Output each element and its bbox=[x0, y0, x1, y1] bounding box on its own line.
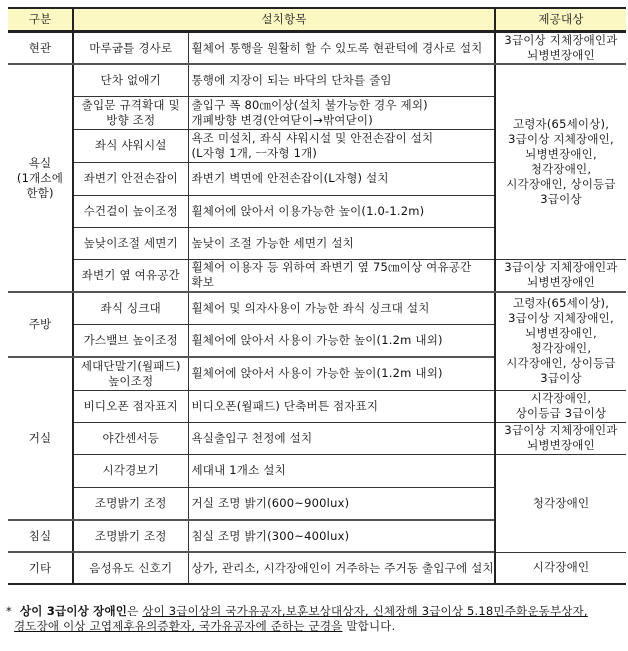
item-cell: 마루굽틀 경사로 bbox=[73, 32, 188, 65]
item-cell: 시각경보기 bbox=[73, 454, 188, 487]
category-cell: 주방 bbox=[8, 292, 73, 357]
desc-cell: 비디오폰(월패드) 단축버튼 점자표지 bbox=[188, 390, 495, 422]
item-cell: 조명밝기 조정 bbox=[73, 487, 188, 520]
table-row bbox=[8, 64, 626, 96]
table-row bbox=[8, 552, 626, 584]
item-cell: 수건걸이 높이조정 bbox=[73, 195, 188, 227]
desc-cell: 욕조 미설치, 좌식 샤워시설 및 안전손잡이 설치 (L자형 1개, ㅡ자형 1개) bbox=[188, 129, 495, 162]
category-cell: 거실 bbox=[8, 357, 73, 520]
item-cell: 좌변기 옆 여유공간 bbox=[73, 259, 188, 292]
desc-cell: 휠체어 이용자 등 위하여 좌변기 옆 75㎝이상 여유공간 확보 bbox=[188, 259, 495, 292]
header-target: 제공대상 bbox=[495, 8, 626, 32]
item-cell: 높낮이조절 세면기 bbox=[73, 227, 188, 259]
item-cell: 출입문 규격확대 및 방향 조정 bbox=[73, 96, 188, 129]
footnote-asterisk: * bbox=[6, 604, 12, 618]
target-cell: 3급이상 지체장애인과 뇌병변장애인 bbox=[495, 422, 626, 454]
desc-cell: 욕실출입구 천정에 설치 bbox=[188, 422, 495, 454]
item-cell: 조명밝기 조정 bbox=[73, 520, 188, 552]
item-cell: 좌변기 안전손잡이 bbox=[73, 162, 188, 195]
table-header-row bbox=[8, 8, 626, 32]
desc-cell: 휠체어에 앉아서 이용가능한 높이(1.0-1.2m) bbox=[188, 195, 495, 227]
desc-cell: 통행에 지장이 되는 바닥의 단차를 줄임 bbox=[188, 64, 495, 96]
target-cell: 고령자(65세이상), 3급이상 지체장애인, 뇌병변장애인, 청각장애인, 시각장애인, 상이등급 3급이상 bbox=[495, 64, 626, 259]
desc-cell: 휠체어 통행을 원활히 할 수 있도록 현관턱에 경사로 설치 bbox=[188, 32, 495, 65]
target-cell: 3급이상 지체장애인과 뇌병변장애인 bbox=[495, 32, 626, 65]
target-cell: 고령자(65세이상), 3급이상 지체장애인, 뇌병변장애인, 청각장애인, 시각장애인, 상이등급 3급이상 bbox=[495, 292, 626, 390]
desc-cell: 휠체어에 앉아서 사용이 가능한 높이(1.2m 내외) bbox=[188, 324, 495, 357]
desc-cell: 높낮이 조절 가능한 세면기 설치 bbox=[188, 227, 495, 259]
item-cell: 비디오폰 점자표지 bbox=[73, 390, 188, 422]
item-cell: 단차 없애기 bbox=[73, 64, 188, 96]
category-cell: 욕실 (1개소에 한함) bbox=[8, 64, 73, 292]
item-cell: 세대단말기(월패드) 높이조정 bbox=[73, 357, 188, 390]
desc-cell: 휠체어 및 의자사용이 가능한 좌식 싱크대 설치 bbox=[188, 292, 495, 324]
target-cell: 청각장애인 bbox=[495, 454, 626, 552]
footnote-definition-1: 상이 3급이상의 국가유공자,보훈보상대상자, 신체장해 3급이상 5.18민주화운동부상자, bbox=[142, 604, 588, 618]
target-cell: 시각장애인 bbox=[495, 552, 626, 584]
target-cell: 3급이상 지체장애인과 뇌병변장애인 bbox=[495, 259, 626, 292]
category-cell: 기타 bbox=[8, 552, 73, 584]
desc-cell: 휠체어에 앉아서 사용이 가능한 높이(1.2m 내외) bbox=[188, 357, 495, 390]
desc-cell: 출입구 폭 80㎝이상(설치 불가능한 경우 제외) 개폐방향 변경(안여닫이→밖여닫이) bbox=[188, 96, 495, 129]
table-row bbox=[8, 259, 626, 292]
desc-cell: 상가, 관리소, 시각장애인이 거주하는 주거동 출입구에 설치 bbox=[188, 552, 495, 584]
desc-cell: 거실 조명 밝기(600~900lux) bbox=[188, 487, 495, 520]
category-cell: 현관 bbox=[8, 32, 73, 65]
category-cell: 침실 bbox=[8, 520, 73, 552]
desc-cell: 세대내 1개소 설치 bbox=[188, 454, 495, 487]
item-cell: 야간센서등 bbox=[73, 422, 188, 454]
table-row bbox=[8, 390, 626, 422]
facility-spec-table bbox=[8, 7, 626, 585]
item-cell: 좌식 싱크대 bbox=[73, 292, 188, 324]
desc-cell: 침실 조명 밝기(300~400lux) bbox=[188, 520, 495, 552]
item-cell: 가스밸브 높이조정 bbox=[73, 324, 188, 357]
item-cell: 음성유도 신호기 bbox=[73, 552, 188, 584]
target-cell: 시각장애인, 상이등급 3급이상 bbox=[495, 390, 626, 422]
desc-cell: 좌변기 벽면에 안전손잡이(L자형) 설치 bbox=[188, 162, 495, 195]
table-row bbox=[8, 454, 626, 487]
table-row bbox=[8, 292, 626, 324]
header-installation-item: 설치항목 bbox=[73, 8, 495, 32]
footnote: * 상이 3급이상 장애인은 상이 3급이상의 국가유공자,보훈보상대상자, 신체장해 3급이상 5.18민주화운동부상자, 경도장애 이상 고엽제후유의증환자, 국가유공자에 준하는 군경을 말합니다. bbox=[6, 604, 588, 633]
footnote-definition-2: 경도장애 이상 고엽제후유의증환자, 국가유공자에 준하는 군경을 bbox=[14, 619, 343, 633]
table-row bbox=[8, 32, 626, 65]
footnote-term: 상이 3급이상 장애인 bbox=[20, 604, 128, 618]
table-row bbox=[8, 422, 626, 454]
item-cell: 좌식 샤워시설 bbox=[73, 129, 188, 162]
header-category: 구분 bbox=[8, 8, 73, 32]
